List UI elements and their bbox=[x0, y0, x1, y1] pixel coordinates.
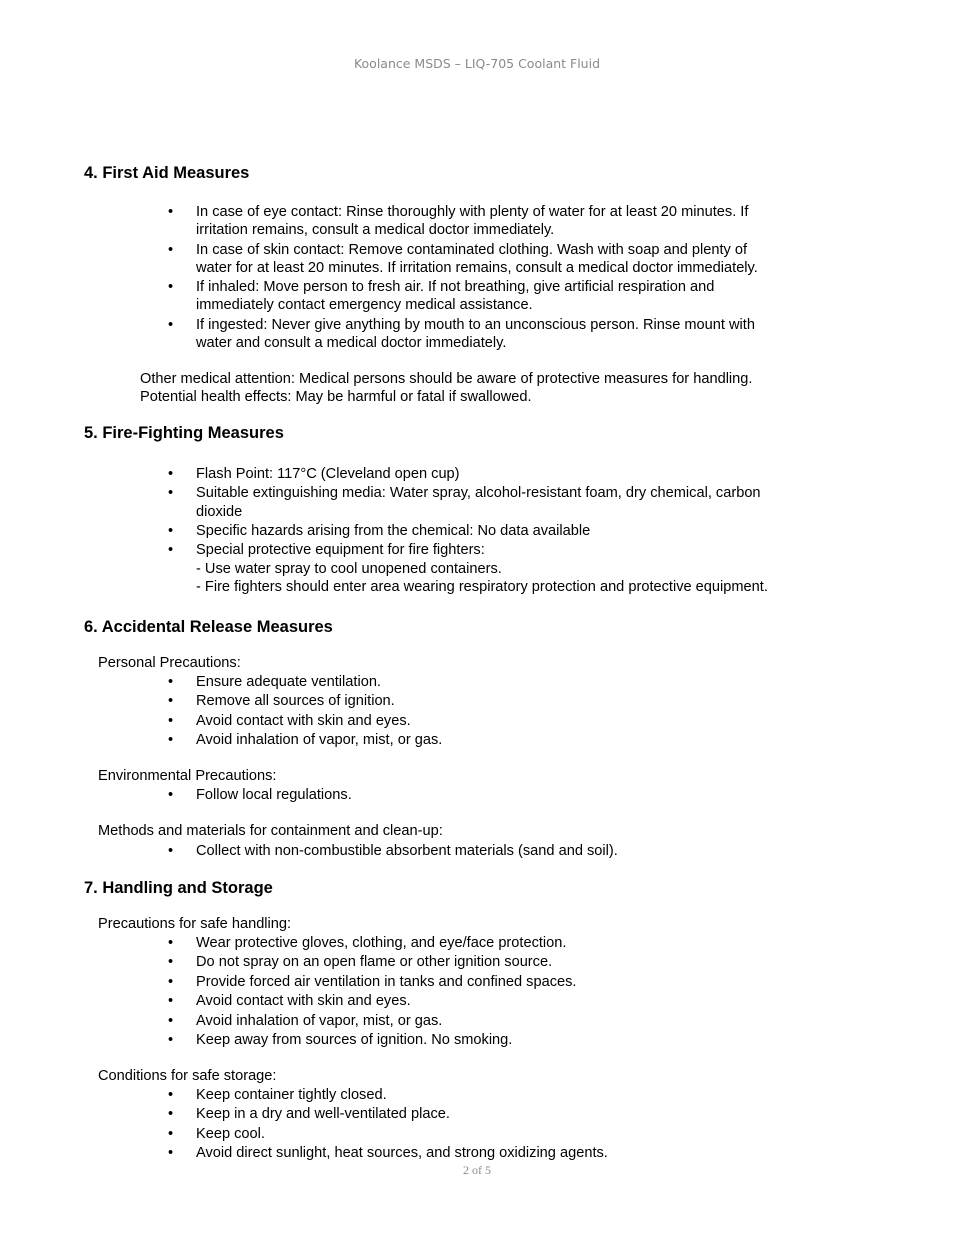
section-7-heading: 7. Handling and Storage bbox=[84, 879, 273, 897]
list-item bbox=[0, 1012, 816, 1030]
list-item-text: Follow local regulations. bbox=[196, 787, 352, 803]
fire-fighting-list bbox=[0, 465, 816, 597]
bullet-icon: • bbox=[168, 1012, 174, 1029]
list-item-line: Suitable extinguishing media: Water spray, alcohol-resistant foam, dry chemical, carbon bbox=[196, 485, 761, 502]
safe-storage-label: Conditions for safe storage: bbox=[98, 1068, 277, 1084]
bullet-icon: • bbox=[168, 993, 174, 1010]
section-6-heading: 6. Accidental Release Measures bbox=[84, 618, 333, 636]
safe-handling-label: Precautions for safe handling: bbox=[98, 916, 292, 932]
list-item bbox=[0, 934, 816, 952]
bullet-icon: • bbox=[168, 279, 174, 296]
list-item bbox=[0, 541, 816, 596]
list-item-text: Collect with non-combustible absorbent materials (sand and soil). bbox=[196, 843, 618, 859]
list-item-line: Special protective equipment for fire fighters: bbox=[196, 542, 485, 559]
list-item-text: Avoid inhalation of vapor, mist, or gas. bbox=[196, 1012, 443, 1029]
list-item bbox=[0, 1086, 816, 1104]
safe-storage-list bbox=[0, 1086, 816, 1164]
bullet-icon: • bbox=[168, 542, 174, 559]
list-item-line: immediately contact emergency medical assistance. bbox=[196, 297, 533, 314]
bullet-icon: • bbox=[168, 935, 174, 951]
bullet-icon: • bbox=[168, 674, 174, 690]
environmental-precautions-label: Environmental Precautions: bbox=[98, 768, 277, 784]
list-item-text: Provide forced air ventilation in tanks and confined spaces. bbox=[196, 973, 577, 990]
list-item-text: Keep container tightly closed. bbox=[196, 1087, 387, 1103]
list-item-text: Ensure adequate ventilation. bbox=[196, 674, 381, 690]
list-item bbox=[0, 992, 816, 1010]
containment-methods-list bbox=[0, 842, 816, 861]
bullet-icon: • bbox=[168, 954, 174, 971]
list-item-text: Keep in a dry and well-ventilated place. bbox=[196, 1106, 450, 1123]
list-item bbox=[0, 484, 816, 520]
bullet-icon: • bbox=[168, 1125, 174, 1142]
containment-methods-label: Methods and materials for containment and clean-up: bbox=[98, 823, 443, 839]
list-item bbox=[0, 465, 816, 483]
personal-precautions-list bbox=[0, 673, 816, 751]
list-item bbox=[0, 278, 816, 314]
bullet-icon: • bbox=[168, 843, 174, 859]
section-5-heading: 5. Fire-Fighting Measures bbox=[84, 424, 284, 442]
bullet-icon: • bbox=[168, 973, 174, 990]
bullet-icon: • bbox=[168, 1087, 174, 1103]
list-item bbox=[0, 1105, 816, 1123]
bullet-icon: • bbox=[168, 732, 174, 749]
other-medical-attention bbox=[140, 370, 840, 406]
list-item-text: Do not spray on an open flame or other ignition source. bbox=[196, 954, 553, 971]
bullet-icon: • bbox=[168, 1106, 174, 1123]
page-number: 2 of 5 bbox=[463, 1163, 491, 1177]
list-item-text: Keep cool. bbox=[196, 1125, 265, 1142]
bullet-icon: • bbox=[168, 316, 174, 333]
list-item-line: dioxide bbox=[196, 503, 243, 520]
list-item-line: In case of eye contact: Rinse thoroughly with plenty of water for at least 20 minutes. If bbox=[196, 204, 749, 220]
bullet-icon: • bbox=[168, 693, 174, 710]
list-item bbox=[0, 1144, 816, 1162]
list-item bbox=[0, 786, 816, 804]
list-item bbox=[0, 973, 816, 991]
list-item bbox=[0, 692, 816, 710]
list-item-line: In case of skin contact: Remove contaminated clothing. Wash with soap and plenty of bbox=[196, 241, 748, 258]
list-item-text: Avoid direct sunlight, heat sources, and strong oxidizing agents. bbox=[196, 1145, 608, 1162]
environmental-precautions-list bbox=[0, 786, 816, 805]
list-item bbox=[0, 1125, 816, 1143]
bullet-icon: • bbox=[168, 466, 174, 482]
list-item-line: If ingested: Never give anything by mouth to an unconscious person. Rinse mount with bbox=[196, 316, 755, 333]
section-4-heading: 4. First Aid Measures bbox=[84, 164, 250, 182]
list-item bbox=[0, 842, 816, 860]
list-item-line: - Fire fighters should enter area wearing respiratory protection and protective equipment. bbox=[196, 578, 768, 595]
list-item-line: If inhaled: Move person to fresh air. If not breathing, give artificial respiration and bbox=[196, 279, 715, 296]
page-header: Koolance MSDS – LIQ-705 Coolant Fluid bbox=[353, 56, 601, 71]
list-item-line: - Use water spray to cool unopened containers. bbox=[196, 560, 502, 577]
list-item bbox=[0, 712, 816, 730]
bullet-icon: • bbox=[168, 204, 174, 220]
list-item bbox=[0, 241, 816, 277]
list-item bbox=[0, 731, 816, 749]
list-item bbox=[0, 673, 816, 691]
list-item-line: irritation remains, consult a medical doctor immediately. bbox=[196, 222, 555, 239]
first-aid-list bbox=[0, 203, 816, 353]
list-item-line: water and consult a medical doctor immediately. bbox=[196, 334, 507, 351]
list-item-text: Keep away from sources of ignition. No smoking. bbox=[196, 1031, 513, 1048]
bullet-icon: • bbox=[168, 522, 174, 539]
personal-precautions-label: Personal Precautions: bbox=[98, 655, 241, 671]
bullet-icon: • bbox=[168, 485, 174, 502]
list-item bbox=[0, 203, 816, 239]
bullet-icon: • bbox=[168, 1145, 174, 1162]
bullet-icon: • bbox=[168, 712, 174, 729]
text-line: Other medical attention: Medical persons should be aware of protective measures for handling. bbox=[140, 371, 753, 387]
list-item-line: Specific hazards arising from the chemical: No data available bbox=[196, 522, 591, 539]
safe-handling-list bbox=[0, 934, 816, 1050]
bullet-icon: • bbox=[168, 1031, 174, 1048]
list-item-text: Avoid contact with skin and eyes. bbox=[196, 993, 411, 1010]
list-item bbox=[0, 953, 816, 971]
bullet-icon: • bbox=[168, 241, 174, 258]
list-item-text: Remove all sources of ignition. bbox=[196, 693, 395, 710]
list-item bbox=[0, 522, 816, 540]
list-item-text: Avoid inhalation of vapor, mist, or gas. bbox=[196, 732, 443, 749]
bullet-icon: • bbox=[168, 787, 174, 803]
list-item-line: Flash Point: 117°C (Cleveland open cup) bbox=[196, 466, 460, 482]
list-item-text: Wear protective gloves, clothing, and eye/face protection. bbox=[196, 935, 567, 951]
list-item bbox=[0, 316, 816, 352]
text-line: Potential health effects: May be harmful or fatal if swallowed. bbox=[140, 389, 532, 406]
list-item-text: Avoid contact with skin and eyes. bbox=[196, 712, 411, 729]
list-item bbox=[0, 1031, 816, 1049]
list-item-line: water for at least 20 minutes. If irritation remains, consult a medical doctor immediately. bbox=[196, 259, 758, 276]
